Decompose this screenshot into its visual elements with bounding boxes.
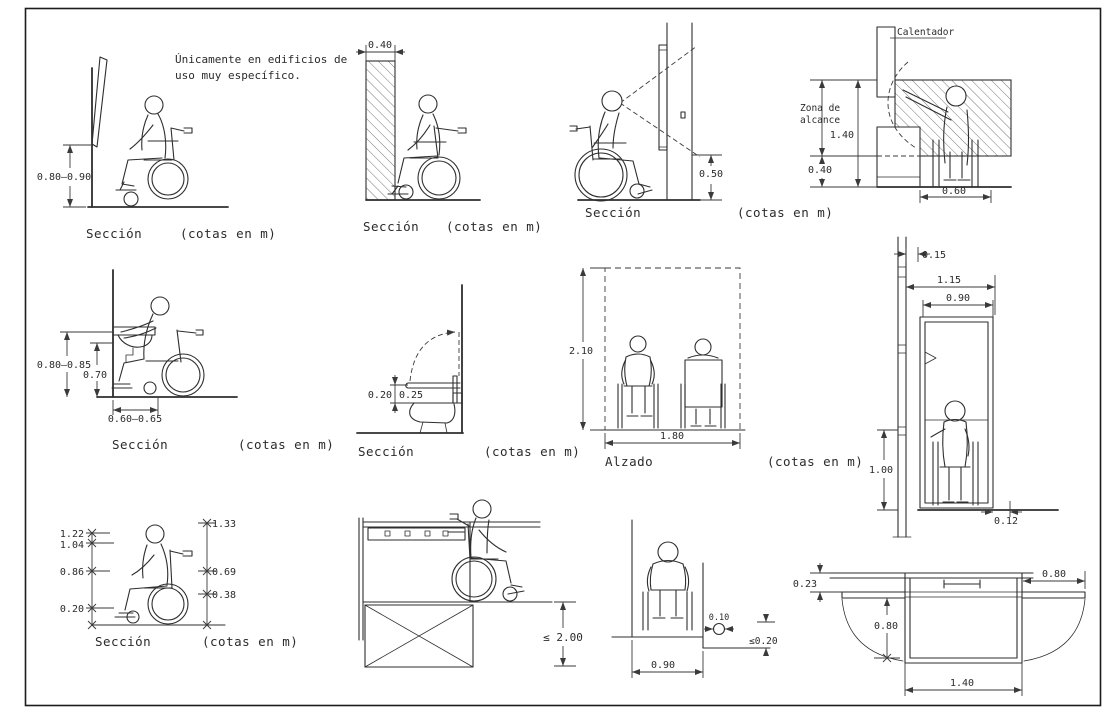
handrail-detail	[704, 613, 734, 635]
dim-zone-label: 1.40	[829, 130, 854, 141]
dim-sill-label: 0.50	[698, 169, 724, 180]
person-head	[146, 525, 164, 543]
dimension-depth	[869, 430, 898, 510]
dim-gap-label: 0.15	[922, 250, 947, 261]
dimension-wall	[356, 40, 405, 61]
plan-box-inner	[910, 578, 1017, 658]
person-head	[145, 96, 163, 114]
diagram-window-section	[570, 23, 833, 220]
dimension-height	[569, 268, 605, 430]
machine-structure	[359, 518, 552, 667]
wheelchair-figure-back	[681, 339, 725, 428]
dimension-height	[37, 332, 113, 397]
dimension-side	[874, 598, 900, 662]
dim-rail-label: 0.10	[708, 613, 730, 623]
dimension-gap	[894, 247, 946, 262]
dimension-width	[905, 663, 1022, 696]
person-head	[473, 500, 491, 518]
dim-bar-max-label: 0.25	[399, 390, 424, 401]
zone-label-line2: alcance	[800, 115, 841, 126]
dim-bar-min-label: 0.20	[367, 390, 392, 401]
wheelchair-figure	[388, 95, 466, 199]
dim-left-3: 0.86	[59, 567, 84, 578]
handrail-section	[714, 624, 725, 635]
dim-right-1: 1.33	[212, 519, 237, 530]
diagram-mirror-section	[37, 53, 347, 241]
caption-cotas: (cotas en m)	[202, 634, 299, 649]
diagram-lift-section	[869, 237, 1058, 537]
dimension-height	[37, 145, 92, 207]
wheelchair-figure	[115, 525, 192, 624]
dim-width-label: 0.60	[941, 186, 967, 197]
dimension-width	[605, 431, 740, 449]
dimension-chain-right	[198, 519, 236, 629]
plan-box-outer	[905, 573, 1022, 663]
hatched-wall	[366, 61, 395, 200]
dim-low-label: 0.40	[807, 165, 833, 176]
dim-height-label: 0.80–0.85	[36, 360, 92, 371]
dim-sill-label: 0.12	[994, 516, 1019, 527]
caption-cotas: (cotas en m)	[180, 226, 277, 241]
caption-seccion: Sección	[86, 226, 143, 241]
note-line2: uso muy específico.	[175, 69, 301, 82]
dimension-zone	[800, 80, 877, 187]
dim-height-label: 0.80–0.90	[36, 172, 92, 183]
shaft-wall	[893, 237, 911, 537]
dim-right-3: 0.38	[212, 590, 237, 601]
dim-clear-label: 0.70	[82, 370, 108, 381]
wheelchair-figure	[112, 297, 204, 396]
caption-cotas: (cotas en m)	[446, 219, 543, 234]
caption-seccion: Sección	[95, 634, 152, 649]
dimension-clearance	[83, 343, 113, 397]
dim-right-label: 0.80	[1041, 569, 1067, 580]
dim-step-label: ≤0.20	[749, 636, 778, 647]
person-head	[151, 297, 169, 315]
wheelchair-figure-front	[643, 542, 692, 630]
caption-seccion: Sección	[358, 444, 415, 459]
dim-side-label: 0.80	[873, 621, 899, 632]
person-head	[419, 95, 437, 113]
caption-seccion: Sección	[585, 205, 642, 220]
dim-right-2: 0.69	[212, 567, 237, 578]
dim-height-label: 2.10	[568, 346, 594, 357]
dim-width-label: 1.80	[659, 431, 685, 442]
cabinet	[877, 127, 920, 187]
diagram-platform-lift	[359, 500, 583, 667]
tilted-mirror	[92, 57, 107, 147]
caption-cotas: (cotas en m)	[767, 454, 864, 469]
dimension-depth	[108, 397, 162, 425]
zone-label-line1: Zona de	[800, 103, 841, 114]
dimension-chain-left	[60, 529, 114, 629]
caption-cotas: (cotas en m)	[238, 437, 335, 452]
person-head	[602, 91, 622, 111]
person-head	[946, 86, 966, 106]
caption-cotas: (cotas en m)	[737, 205, 834, 220]
diagram-front-step	[612, 520, 778, 678]
caption-seccion: Sección	[112, 437, 169, 452]
dimension-width	[920, 186, 991, 203]
wheelchair-figure	[450, 500, 524, 601]
dim-cab-label: 0.90	[945, 293, 971, 304]
diagram-wall-section	[356, 40, 542, 234]
dim-outer-label: 1.15	[936, 275, 962, 286]
dimension-sill	[981, 501, 1022, 527]
wheelchair-figure	[116, 96, 192, 206]
caption-cotas: (cotas en m)	[484, 444, 581, 459]
control-panel	[368, 528, 465, 540]
dim-wall-label: 0.40	[367, 40, 393, 51]
dimension-sill	[692, 155, 723, 200]
heater	[877, 27, 895, 97]
diagram-anthropometry-section	[60, 519, 298, 649]
diagram-washbasin-section	[37, 270, 334, 452]
dimension-travel	[543, 602, 583, 666]
dimension-width	[632, 640, 703, 678]
diagram-toilet-section	[357, 285, 580, 459]
dimension-bar	[368, 375, 423, 413]
wheelchair-figure	[570, 91, 652, 201]
diagram-heater-section	[800, 27, 1011, 203]
clearance-envelope	[605, 268, 740, 430]
heater-label: Calentador	[897, 27, 955, 38]
dim-width-label: 0.90	[650, 660, 676, 671]
dimension-right	[1023, 569, 1085, 589]
dim-left-4: 0.20	[59, 604, 84, 615]
note-line1: Únicamente en edificios de	[175, 53, 348, 66]
dimension-top	[793, 563, 842, 602]
dimension-step	[749, 614, 778, 656]
wheelchair-figure-front	[931, 401, 978, 505]
dim-width-label: 1.40	[949, 678, 975, 689]
dim-left-2: 1.04	[59, 540, 84, 551]
diagram-two-wheelchair-elevation	[569, 268, 863, 469]
dim-left-1: 1.22	[59, 529, 84, 540]
wheelchair-figure-front-1	[618, 336, 658, 428]
dim-travel-label: ≤ 2.00	[543, 631, 583, 644]
dim-top-label: 0.23	[792, 579, 817, 590]
washbasin	[113, 327, 155, 362]
diagram-plan-view	[793, 563, 1085, 696]
handle	[944, 580, 980, 588]
window-handle	[681, 112, 685, 118]
sight-lines	[620, 46, 700, 157]
caption-seccion: Sección	[363, 219, 420, 234]
wall-and-window	[578, 23, 700, 200]
window-frame	[659, 45, 667, 150]
dim-depth-label: 0.60–0.65	[107, 414, 163, 425]
caption-alzado: Alzado	[605, 454, 654, 469]
dim-depth-label: 1.00	[868, 465, 894, 476]
dimension-cab	[923, 293, 993, 317]
